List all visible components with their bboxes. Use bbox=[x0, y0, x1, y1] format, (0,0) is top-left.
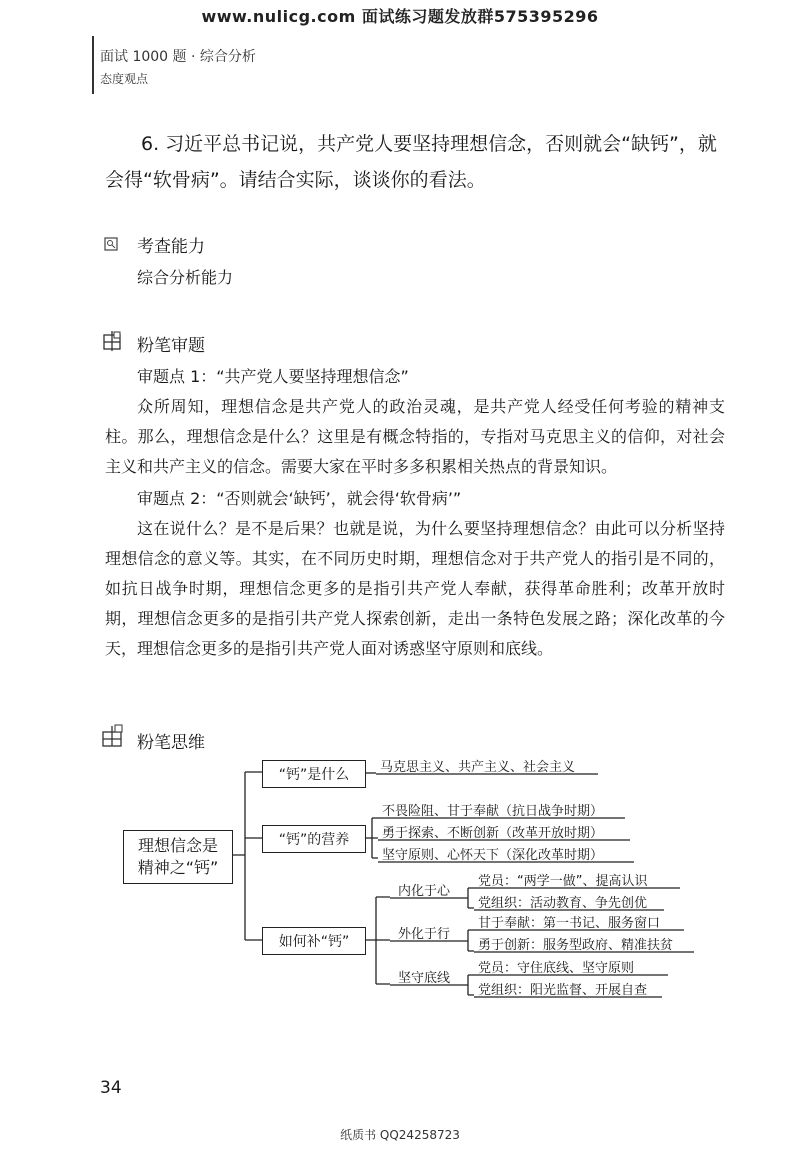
mindmap-leaf: 不畏险阻、甘于奉献（抗日战争时期） bbox=[382, 804, 604, 819]
mindmap-leaf: 党组织：阳光监督、开展自查 bbox=[478, 983, 648, 998]
header-subtitle: 态度观点 bbox=[100, 72, 149, 86]
mindmap-leaf: 党员：守住底线、坚守原则 bbox=[478, 961, 635, 976]
mindmap-branch-3: 如何补“钙” bbox=[262, 927, 366, 955]
question-text: 6. 习近平总书记说，共产党人要坚持理想信念，否则就会“缺钙”，就会得“软骨病”。请结合实际，谈谈你的看法。 bbox=[105, 133, 717, 191]
review-title: 粉笔审题 bbox=[137, 336, 205, 356]
review-point2-text: 这在说什么？是不是后果？也就是说，为什么要坚持理想信念？由此可以分析坚持理想信念的意义等。其实，在不同历史时期，理想信念对于共产党人的指引是不同的，如抗日战争时期，理想信念更多的是指引共产党人奉献，获得革命胜利；改革开放时期，理想信念更多的是指引共产党人探索创新，走出一条特色发展之路；深化改革的今天，理想信念更多的是指引共产党人面对诱惑坚守原则和底线。 bbox=[105, 519, 725, 658]
mindmap-title: 粉笔思维 bbox=[137, 733, 205, 753]
header-title: 面试 1000 题 · 综合分析 bbox=[100, 49, 256, 65]
watermark: www.nulicg.com 面试练习题发放群575395296 bbox=[201, 7, 599, 26]
ability-title: 考查能力 bbox=[137, 237, 205, 257]
mindmap-sub-1: 内化于心 bbox=[398, 884, 451, 899]
mindmap-leaf: 勇于创新：服务型政府、精准扶贫 bbox=[478, 938, 674, 953]
review-point1-text: 众所周知，理想信念是共产党人的政治灵魂，是共产党人经受任何考验的精神支柱。那么，理想信念是什么？这里是有概念特指的，专指对马克思主义的信仰，对社会主义和共产主义的信念。需要大家在平时多多积累相关热点的背景知识。 bbox=[105, 397, 725, 476]
footer: 纸质书 QQ24258723 bbox=[340, 1128, 460, 1142]
mindmap-branch-1: “钙”是什么 bbox=[262, 760, 366, 788]
mindmap-leaf: 党员：“两学一做”、提高认识 bbox=[478, 874, 648, 889]
review-point1-title: 审题点 1：“共产党人要坚持理想信念” bbox=[137, 367, 409, 386]
mindmap-leaf: 坚守原则、心怀天下（深化改革时期） bbox=[382, 848, 604, 863]
mindmap-branch-2: “钙”的营养 bbox=[262, 825, 366, 853]
mindmap-root-line1: 理想信念是 bbox=[137, 836, 218, 855]
mindmap-sub-2: 外化于行 bbox=[398, 927, 451, 942]
mindmap-leaf: 马克思主义、共产主义、社会主义 bbox=[380, 760, 576, 775]
review-point2-title: 审题点 2：“否则就会‘缺钙’，就会得‘软骨病’” bbox=[137, 489, 462, 508]
ability-content: 综合分析能力 bbox=[137, 268, 234, 287]
page-number: 34 bbox=[100, 1078, 122, 1098]
mindmap-leaf: 甘于奉献：第一书记、服务窗口 bbox=[478, 916, 661, 931]
mindmap-leaf: 党组织：活动教育、争先创优 bbox=[478, 896, 648, 911]
mindmap-sub-3: 坚守底线 bbox=[398, 971, 451, 986]
mindmap-root bbox=[123, 830, 233, 884]
mindmap-leaf: 勇于探索、不断创新（改革开放时期） bbox=[382, 826, 604, 841]
mindmap-root-line2: 精神之“钙” bbox=[137, 858, 219, 877]
